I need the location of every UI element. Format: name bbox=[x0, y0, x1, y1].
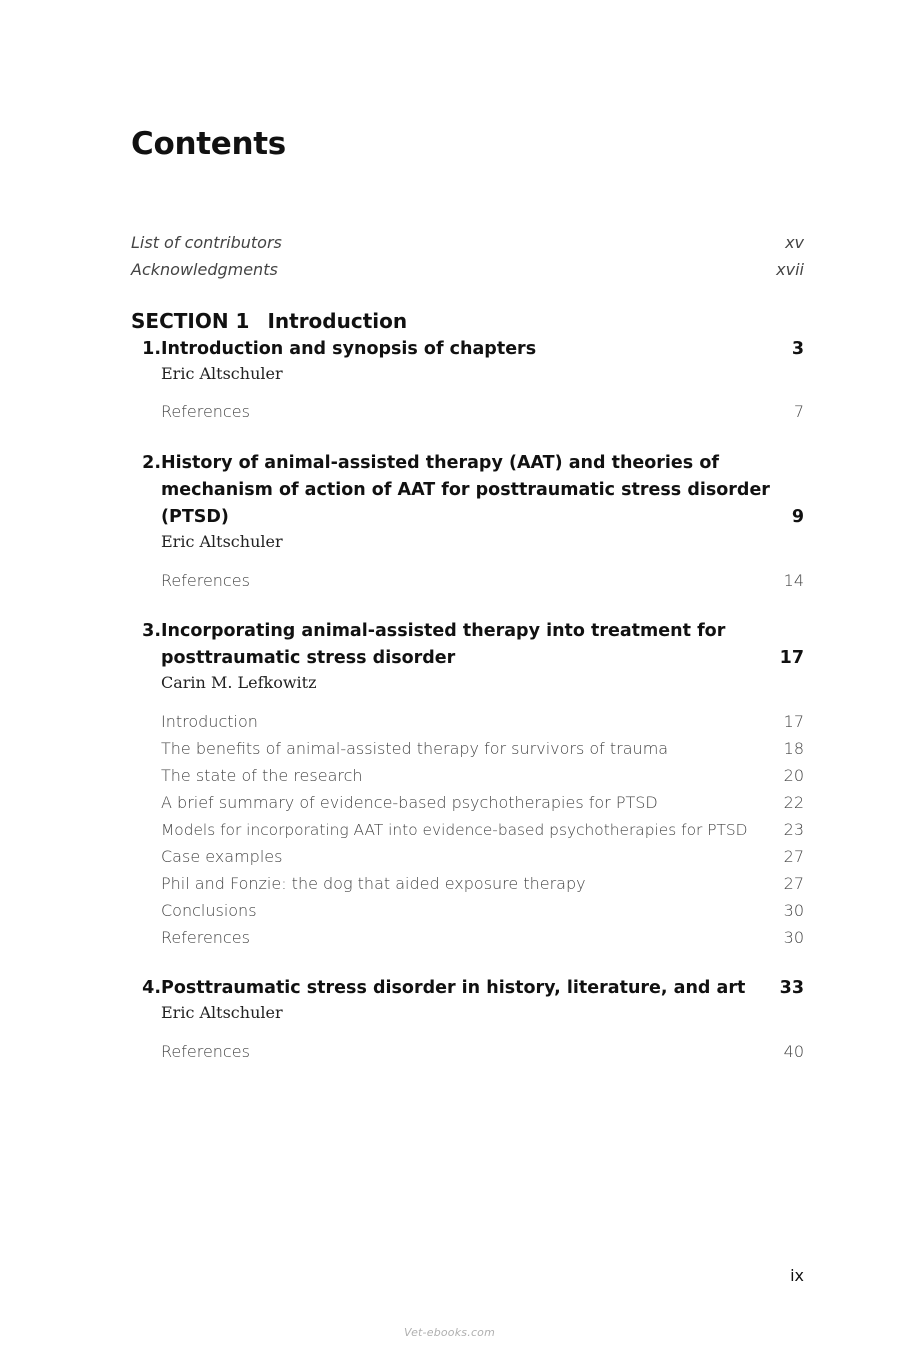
chapter-page: 33 bbox=[779, 978, 804, 998]
chapter-3[interactable] bbox=[131, 618, 804, 694]
chapter-title-row bbox=[131, 504, 804, 531]
toc-entry-page: xvii bbox=[776, 260, 804, 279]
subentry-label: Models for incorporating AAT into evidence-based psychotherapies for PTSD bbox=[161, 821, 748, 839]
toc-subentry[interactable] bbox=[161, 843, 804, 870]
toc-subentry[interactable] bbox=[161, 870, 804, 897]
subentry-label: References bbox=[161, 571, 250, 590]
chapter-title-line-1: Incorporating animal-assisted therapy into treatment for bbox=[161, 621, 726, 641]
chapter-4[interactable] bbox=[131, 975, 804, 1024]
toc-subentry[interactable] bbox=[161, 924, 804, 951]
subentry-label: References bbox=[161, 928, 250, 947]
page-title: Contents bbox=[131, 126, 286, 162]
toc-entry-label: List of contributors bbox=[131, 233, 282, 252]
page-number: ix bbox=[790, 1266, 804, 1285]
chapter-author: Eric Altschuler bbox=[161, 532, 283, 551]
chapter-author: Carin M. Lefkowitz bbox=[161, 673, 317, 692]
subentry-label: Phil and Fonzie: the dog that aided exposure therapy bbox=[161, 874, 586, 893]
toc-subentry[interactable] bbox=[161, 897, 804, 924]
chapter-author: Eric Altschuler bbox=[161, 1003, 283, 1022]
subentry-label: A brief summary of evidence-based psychotherapies for PTSD bbox=[161, 793, 658, 812]
section-number: SECTION 1 bbox=[131, 309, 250, 333]
toc-subentry[interactable] bbox=[161, 816, 804, 844]
chapter-title-line-1: History of animal-assisted therapy (AAT) and theories of bbox=[161, 453, 719, 473]
toc-entry-acknowledgments[interactable] bbox=[131, 260, 804, 279]
chapter-title-row bbox=[131, 975, 804, 1002]
subentry-page: 20 bbox=[783, 766, 804, 785]
toc-subentry[interactable] bbox=[161, 1038, 804, 1065]
chapter-page: 3 bbox=[791, 339, 804, 359]
toc-subentry[interactable] bbox=[161, 789, 804, 816]
chapter-number: 3. bbox=[142, 621, 161, 641]
chapter-number: 1. bbox=[142, 339, 161, 359]
chapter-author: Eric Altschuler bbox=[161, 364, 283, 383]
chapter-title-row bbox=[131, 477, 804, 504]
chapter-number: 2. bbox=[142, 453, 161, 473]
chapter-2[interactable] bbox=[131, 450, 804, 553]
toc-entry-contributors[interactable] bbox=[131, 233, 804, 252]
subentry-label: References bbox=[161, 402, 250, 421]
subentry-page: 40 bbox=[783, 1042, 804, 1061]
chapter-title-line-2: mechanism of action of AAT for posttraumatic stress disorder bbox=[161, 480, 770, 500]
toc-entry-page: xv bbox=[785, 233, 804, 252]
toc-subentry[interactable] bbox=[161, 398, 804, 425]
subentry-page: 22 bbox=[783, 793, 804, 812]
subentry-page: 17 bbox=[783, 712, 804, 731]
subentry-page: 27 bbox=[783, 847, 804, 866]
chapter-title-row bbox=[131, 336, 804, 363]
chapter-title-line-2: posttraumatic stress disorder bbox=[161, 648, 456, 668]
chapter-1[interactable] bbox=[131, 336, 804, 385]
subentry-label: References bbox=[161, 1042, 250, 1061]
subentry-page: 30 bbox=[783, 928, 804, 947]
chapter-number: 4. bbox=[142, 978, 161, 998]
toc-subentry[interactable] bbox=[161, 735, 804, 762]
chapter-page: 9 bbox=[791, 507, 804, 527]
subentry-label: The benefits of animal-assisted therapy for survivors of trauma bbox=[161, 739, 669, 758]
chapter-title-row bbox=[131, 618, 804, 645]
subentry-page: 18 bbox=[783, 739, 804, 758]
chapter-title-row bbox=[131, 645, 804, 672]
subentry-label: Introduction bbox=[161, 712, 258, 731]
watermark: Vet-ebooks.com bbox=[404, 1326, 496, 1339]
subentry-label: Conclusions bbox=[161, 901, 257, 920]
subentry-page: 14 bbox=[783, 571, 804, 590]
toc-subentry[interactable] bbox=[161, 708, 804, 735]
toc-subentry[interactable] bbox=[161, 567, 804, 594]
subentry-page: 27 bbox=[783, 874, 804, 893]
chapter-title-row bbox=[131, 450, 804, 477]
toc-entry-label: Acknowledgments bbox=[131, 260, 278, 279]
toc-subentry[interactable] bbox=[161, 762, 804, 789]
chapter-page: 17 bbox=[779, 648, 804, 668]
subentry-label: Case examples bbox=[161, 847, 283, 866]
subentry-page: 23 bbox=[783, 820, 804, 839]
subentry-label: The state of the research bbox=[161, 766, 363, 785]
subentry-page: 7 bbox=[793, 402, 804, 421]
chapter-title: Posttraumatic stress disorder in history, literature, and art bbox=[161, 978, 746, 998]
chapter-title-line-3: (PTSD) bbox=[161, 507, 229, 527]
subentry-page: 30 bbox=[783, 901, 804, 920]
chapter-title: Introduction and synopsis of chapters bbox=[161, 339, 537, 359]
section-heading bbox=[131, 309, 407, 333]
section-title: Introduction bbox=[267, 309, 408, 333]
